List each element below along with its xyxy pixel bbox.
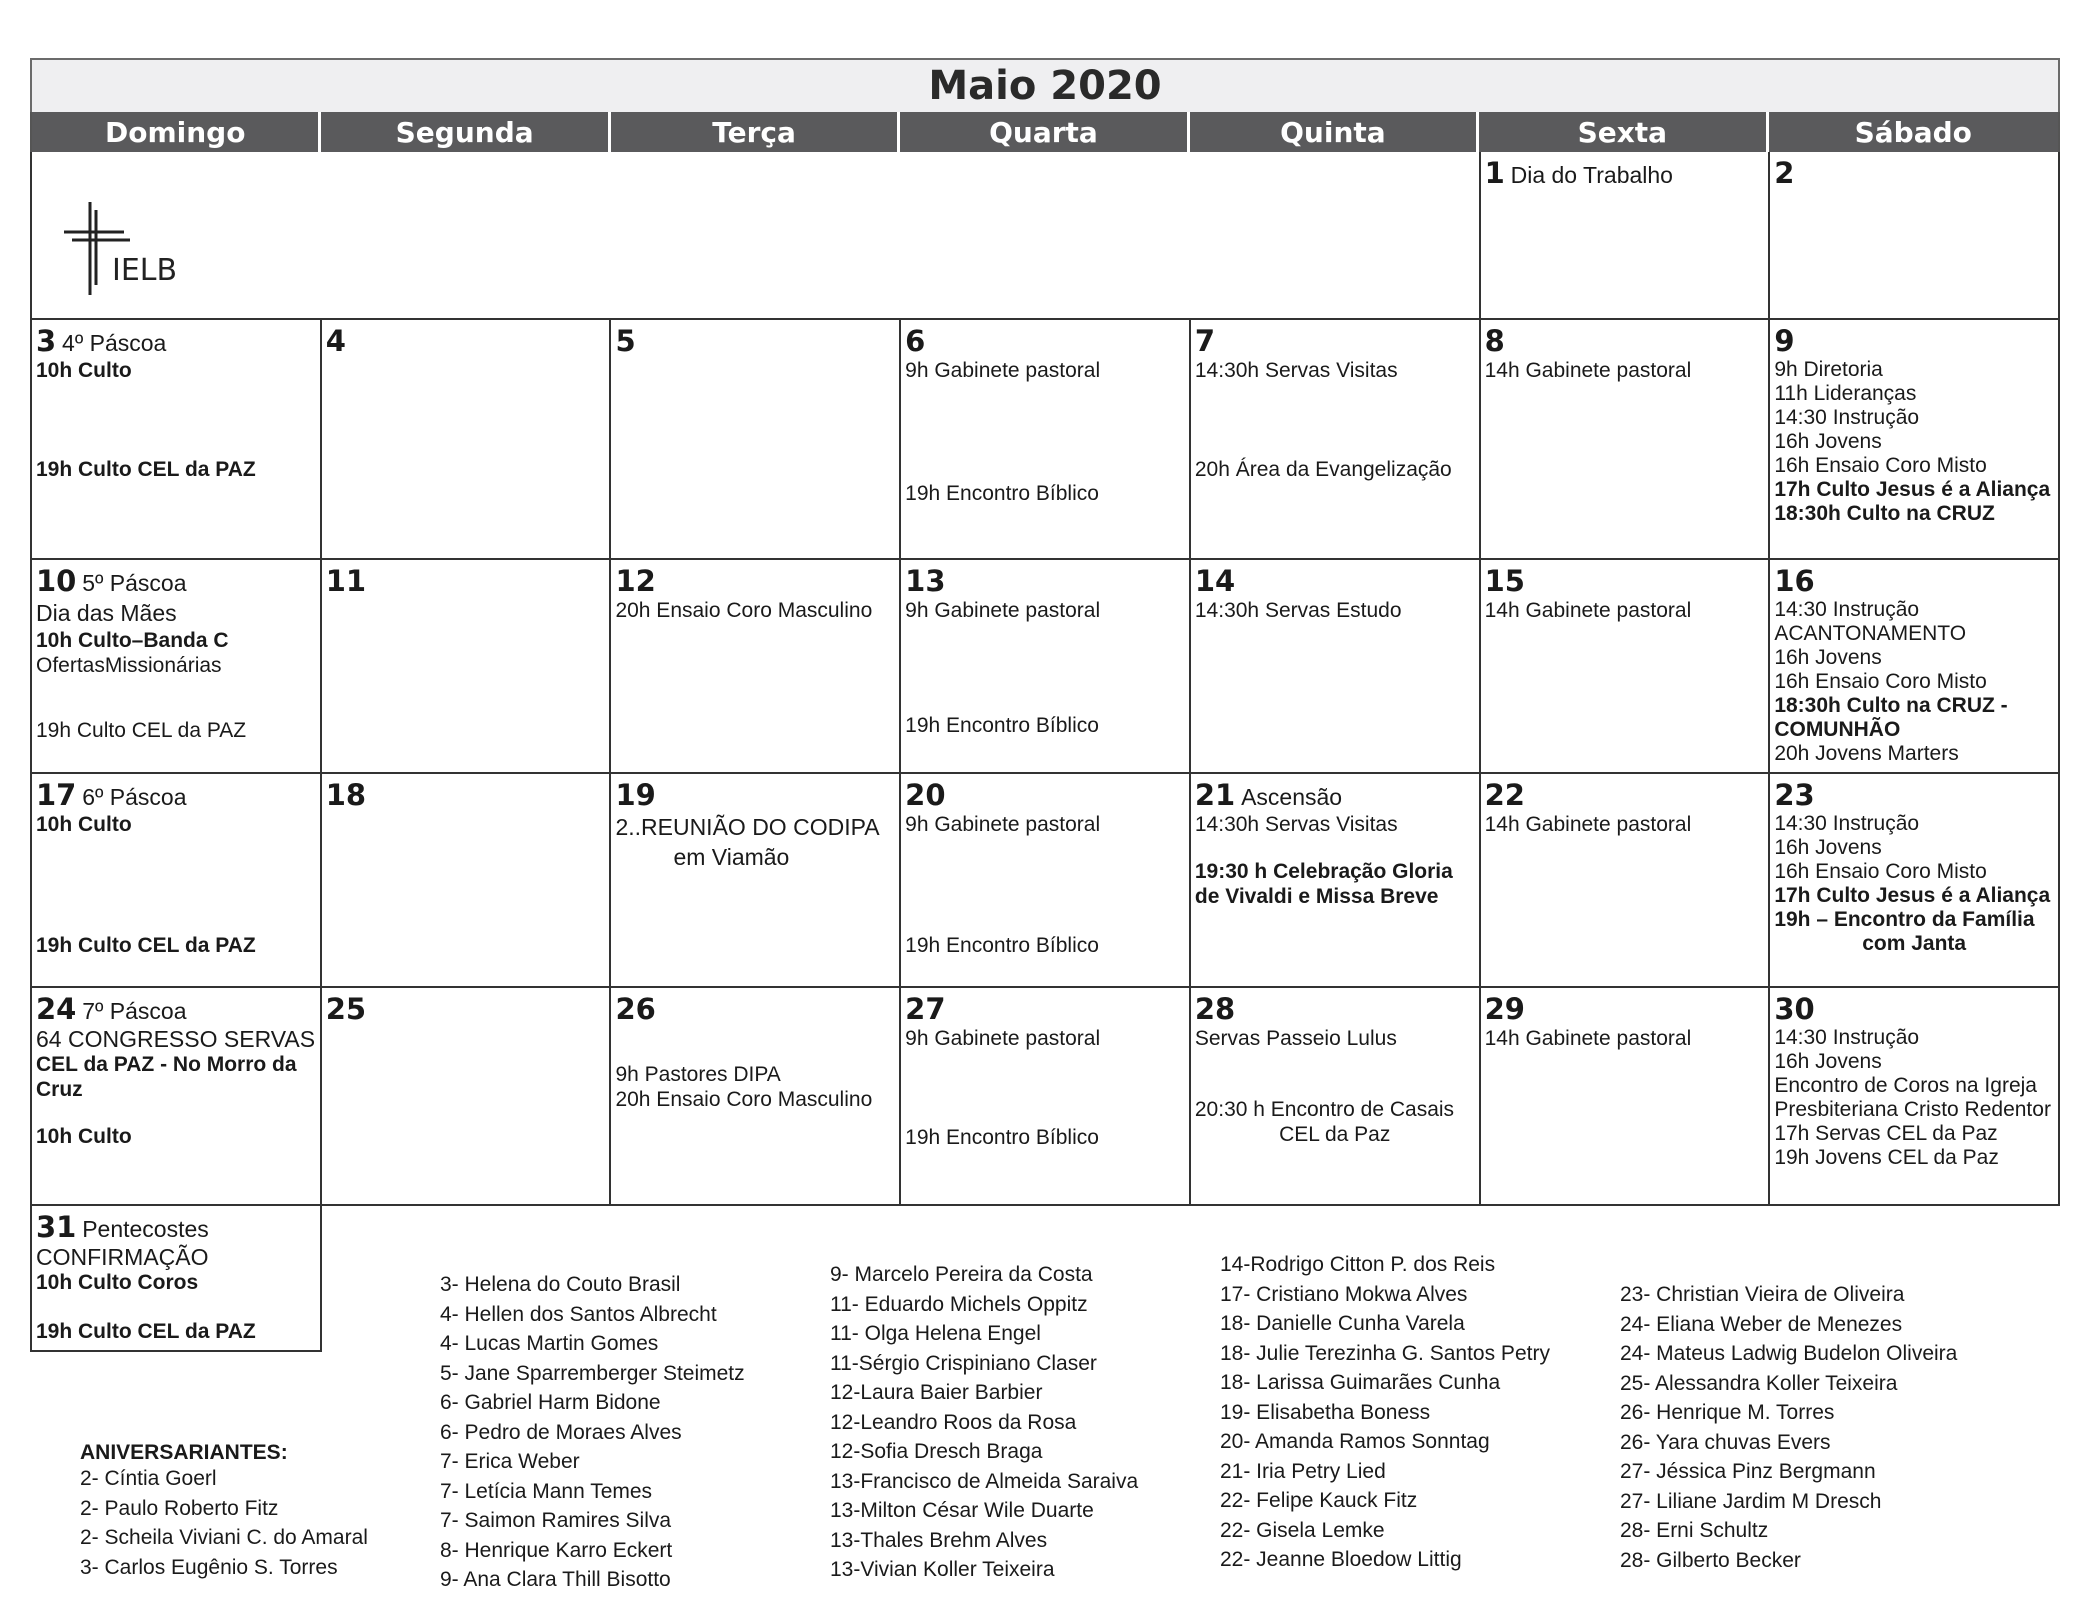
day-cell-12 [611,560,901,774]
birthday-entry: 11- Olga Helena Engel [830,1322,1041,1345]
day-number: 19 [615,778,656,812]
birthday-entry: 27- Jéssica Pinz Bergmann [1620,1460,1876,1483]
day-number: 25 [325,992,367,1026]
day-number: 2 [1774,156,1795,190]
day-number: 24 [36,992,77,1026]
day-cell-23 [1770,774,2060,988]
birthday-entry: 13-Milton César Wile Duarte [830,1499,1094,1522]
birthday-entry: 18- Julie Terezinha G. Santos Petry [1220,1341,1550,1365]
event: 9h Pastores DIPA [615,1063,781,1086]
day-number: 7 [1194,324,1216,358]
event: 17h Culto Jesus é a Aliança [1774,478,2051,501]
event: 19h Encontro Bíblico [905,482,1099,505]
event: 19h Jovens CEL da Paz [1774,1146,1999,1169]
day-number: 22 [1484,778,1525,812]
event: Dia das Mães [36,600,177,626]
event: 19h Culto CEL da PAZ [36,1320,256,1343]
birthdays-column-4 [1220,1250,1550,1575]
day-number: 30 [1774,992,1815,1026]
day-label: Dia do Trabalho [1510,162,1673,188]
birthdays-title: ANIVERSARIANTES: [80,1441,288,1464]
calendar-title-bar [30,58,2060,112]
week-row-3 [30,560,2060,774]
day-cell-22 [1481,774,1771,988]
event: 14h Gabinete pastoral [1484,599,1692,622]
day-number: 13 [905,564,946,598]
event: 19h Culto CEL da PAZ [36,719,247,742]
birthday-entry: 9- Ana Clara Thill Bisotto [440,1568,671,1591]
birthday-entry: 26- Yara chuvas Evers [1620,1430,1831,1454]
weekday-sunday: Domingo [32,112,321,152]
day-cell-16 [1770,560,2060,774]
day-cell-14 [1191,560,1481,774]
birthday-entry: 2- Paulo Roberto Fitz [80,1496,279,1520]
day-cell-3 [32,320,322,560]
birthdays-column-5 [1620,1280,1957,1575]
day-number: 15 [1484,564,1525,598]
weekday-monday: Segunda [321,112,610,152]
event: 20h Área da Evangelização [1194,458,1452,481]
event: ACANTONAMENTO [1774,622,1967,645]
day-cell-28 [1191,988,1481,1206]
event: 20h Jovens Marters [1774,742,1959,765]
day-label: 6º Páscoa [82,784,187,810]
weekday-header [30,112,2060,152]
event: com Janta [1862,932,1967,955]
event: 19h Encontro Bíblico [905,714,1099,737]
day-cell-11 [322,560,612,774]
day-number: 31 [36,1210,77,1244]
birthday-entry: 11-Sérgio Crispiniano Claser [830,1351,1097,1375]
birthday-entry: 27- Liliane Jardim M Dresch [1620,1489,1882,1513]
day-cell-5 [611,320,901,560]
event: 9h Gabinete pastoral [905,813,1101,836]
birthday-entry: 12-Sofia Dresch Braga [830,1440,1043,1463]
birthday-entry: 3- Helena do Couto Brasil [440,1273,681,1296]
birthday-entry: 6- Gabriel Harm Bidone [440,1391,661,1414]
event: 17h Culto Jesus é a Aliança [1774,884,2051,907]
event: 14:30h Servas Visitas [1194,813,1398,836]
day-label: Pentecostes [82,1216,209,1242]
weekday-tuesday: Terça [611,112,900,152]
event: 20:30 h Encontro de Casais [1194,1098,1455,1121]
birthday-entry: 2- Scheila Viviani C. do Amaral [80,1526,368,1549]
event: CONFIRMAÇÃO [36,1244,209,1270]
day-cell-6 [901,320,1191,560]
weekday-friday: Sexta [1479,112,1768,152]
event: 18:30h Culto na CRUZ - COMUNHÃO [1774,694,2008,741]
event: 10h Culto [36,359,132,382]
day-cell-9 [1770,320,2060,560]
birthday-entry: 13-Francisco de Almeida Saraiva [830,1469,1139,1493]
event: 19:30 h Celebração Gloria de Vivaldi e Missa Breve [1194,860,1453,908]
day-cell-1 [1481,152,1771,320]
day-number: 1 [1484,156,1505,190]
birthdays-column-3 [830,1260,1138,1585]
event: 9h Gabinete pastoral [905,359,1101,382]
week-row-1 [30,152,2060,320]
birthday-entry: 5- Jane Sparremberger Steimetz [440,1361,745,1385]
day-cell-27 [901,988,1191,1206]
birthday-entry: 21- Iria Petry Lied [1220,1459,1386,1483]
birthday-entry: 12-Leandro Roos da Rosa [830,1410,1077,1434]
event: 16h Ensaio Coro Misto [1774,454,1987,477]
day-cell-2 [1770,152,2060,320]
day-cell-7 [1191,320,1481,560]
event: 14h Gabinete pastoral [1484,1027,1692,1050]
weekday-thursday: Quinta [1190,112,1479,152]
day-number: 16 [1774,564,1815,598]
day-number: 5 [615,324,636,358]
event: em Viamão [673,844,790,870]
event: 2..REUNIÃO DO CODIPA [615,814,880,840]
event: 16h Jovens [1774,646,1882,669]
week-row-5 [30,988,2060,1206]
event: 10h Culto–Banda C [36,629,229,652]
ielb-logo [60,200,210,300]
day-number: 10 [36,564,77,598]
day-label: 5º Páscoa [82,570,187,596]
empty-days-cell [32,152,1481,320]
event: 14:30h Servas Visitas [1194,359,1398,382]
event: 19h Encontro Bíblico [905,934,1099,957]
birthday-entry: 20- Amanda Ramos Sonntag [1220,1430,1490,1453]
event: 16h Jovens [1774,430,1882,453]
event: 14:30 Instrução [1774,812,1920,835]
day-number: 27 [905,992,946,1026]
birthday-entry: 2- Cíntia Goerl [80,1467,217,1490]
day-number: 3 [36,324,57,358]
day-number: 26 [615,992,656,1026]
birthday-entry: 11- Eduardo Michels Oppitz [830,1292,1088,1316]
birthday-entry: 7- Letícia Mann Temes [440,1479,653,1503]
day-cell-10 [32,560,322,774]
weekday-wednesday: Quarta [900,112,1189,152]
day-number: 12 [615,564,656,598]
birthday-entry: 22- Jeanne Bloedow Littig [1220,1548,1462,1571]
day-cell-17 [32,774,322,988]
day-cell-4 [322,320,612,560]
day-cell-13 [901,560,1191,774]
birthday-entry: 26- Henrique M. Torres [1620,1401,1835,1424]
birthday-entry: 22- Felipe Kauck Fitz [1220,1489,1418,1512]
event: 16h Ensaio Coro Misto [1774,860,1987,883]
birthday-entry: 13-Vivian Koller Teixeira [830,1558,1055,1581]
birthday-entry: 14-Rodrigo Citton P. dos Reis [1220,1253,1496,1276]
birthday-entry: 4- Hellen dos Santos Albrecht [440,1302,717,1326]
day-cell-24 [32,988,322,1206]
event: OfertasMissionárias [36,654,222,677]
event: Encontro de Coros na Igreja Presbiteriana Cristo Redentor [1774,1074,2051,1121]
day-number: 21 [1194,778,1236,812]
event: 14:30 Instrução [1774,1026,1920,1049]
day-cell-20 [901,774,1191,988]
event: 10h Culto Coros [36,1271,199,1294]
logo-text: IELB [112,253,178,288]
event: 19h Culto CEL da PAZ [36,934,256,957]
event: 9h Gabinete pastoral [905,1027,1101,1050]
event: 16h Jovens [1774,1050,1882,1073]
day-label: 4º Páscoa [62,330,167,356]
event: 19h – Encontro da Família [1774,908,2035,931]
event: 10h Culto [36,1125,132,1148]
day-number: 4 [325,324,346,358]
day-cell-8 [1481,320,1771,560]
calendar [30,58,2060,1352]
birthday-entry: 28- Gilberto Becker [1620,1548,1801,1572]
event: CEL da Paz [1279,1123,1391,1146]
event: 17h Servas CEL da Paz [1774,1122,1998,1145]
event: 14:30 Instrução [1774,598,1920,621]
birthday-entry: 8- Henrique Karro Eckert [440,1538,673,1562]
day-cell-19 [611,774,901,988]
event: 18:30h Culto na CRUZ [1774,502,1995,525]
birthdays-column-2 [440,1270,745,1595]
event: CEL da PAZ - No Morro da Cruz [36,1053,297,1101]
day-label: 7º Páscoa [82,998,187,1024]
birthday-entry: 28- Erni Schultz [1620,1519,1769,1542]
weekday-saturday: Sábado [1854,115,1972,149]
birthday-entry: 12-Laura Baier Barbier [830,1381,1043,1404]
day-number: 8 [1484,324,1505,358]
birthdays-column-1 [80,1464,368,1582]
day-number: 29 [1484,992,1525,1026]
event: 16h Jovens [1774,836,1882,859]
birthday-entry: 25- Alessandra Koller Teixeira [1620,1371,1898,1395]
event: 20h Ensaio Coro Masculino [615,1088,873,1111]
event: 19h Culto CEL da PAZ [36,458,256,481]
day-number: 20 [905,778,946,812]
birthday-entry: 4- Lucas Martin Gomes [440,1332,659,1355]
event: 11h Lideranças [1774,382,1917,405]
birthday-entry: 9- Marcelo Pereira da Costa [830,1263,1093,1286]
day-cell-18 [322,774,612,988]
event: 9h Gabinete pastoral [905,599,1101,622]
event: 14:30h Servas Estudo [1194,599,1402,622]
birthday-entry: 18- Larissa Guimarães Cunha [1220,1371,1501,1394]
event: 14h Gabinete pastoral [1484,359,1692,382]
birthday-entry: 23- Christian Vieira de Oliveira [1620,1283,1905,1306]
week-row-4 [30,774,2060,988]
birthdays-section [0,1250,2100,1590]
day-number: 6 [905,324,926,358]
event: 64 CONGRESSO SERVAS [36,1026,316,1052]
day-cell-29 [1481,988,1771,1206]
day-number: 18 [325,778,367,812]
event: 20h Ensaio Coro Masculino [615,599,873,622]
day-number: 14 [1194,564,1236,598]
birthday-entry: 7- Erica Weber [440,1450,580,1473]
birthday-entry: 17- Cristiano Mokwa Alves [1220,1282,1468,1306]
birthday-entry: 6- Pedro de Moraes Alves [440,1420,682,1444]
birthday-entry: 24- Eliana Weber de Menezes [1620,1312,1903,1336]
calendar-title: Maio 2020 [928,63,1162,109]
birthday-entry: 3- Carlos Eugênio S. Torres [80,1555,338,1579]
day-cell-26 [611,988,901,1206]
day-number: 11 [325,564,367,598]
event: 14h Gabinete pastoral [1484,813,1692,836]
day-label: Ascensão [1241,784,1343,810]
event: 16h Ensaio Coro Misto [1774,670,1987,693]
birthday-entry: 18- Danielle Cunha Varela [1220,1312,1465,1335]
week-row-2 [30,320,2060,560]
birthday-entry: 13-Thales Brehm Alves [830,1528,1048,1552]
event: 14:30 Instrução [1774,406,1920,429]
day-number: 23 [1774,778,1815,812]
day-cell-15 [1481,560,1771,774]
day-number: 9 [1774,324,1795,358]
day-cell-30 [1770,988,2060,1206]
birthday-entry: 7- Saimon Ramires Silva [440,1509,672,1532]
event: 19h Encontro Bíblico [905,1126,1099,1149]
day-number: 17 [36,778,77,812]
event: Servas Passeio Lulus [1194,1027,1397,1050]
day-number: 28 [1194,992,1236,1026]
birthday-entry: 24- Mateus Ladwig Budelon Oliveira [1620,1342,1958,1365]
birthday-entry: 22- Gisela Lemke [1220,1518,1385,1542]
event: 9h Diretoria [1774,358,1883,381]
event: 10h Culto [36,813,132,836]
day-cell-21 [1191,774,1481,988]
birthday-entry: 19- Elisabetha Boness [1220,1400,1431,1424]
day-cell-25 [322,988,612,1206]
